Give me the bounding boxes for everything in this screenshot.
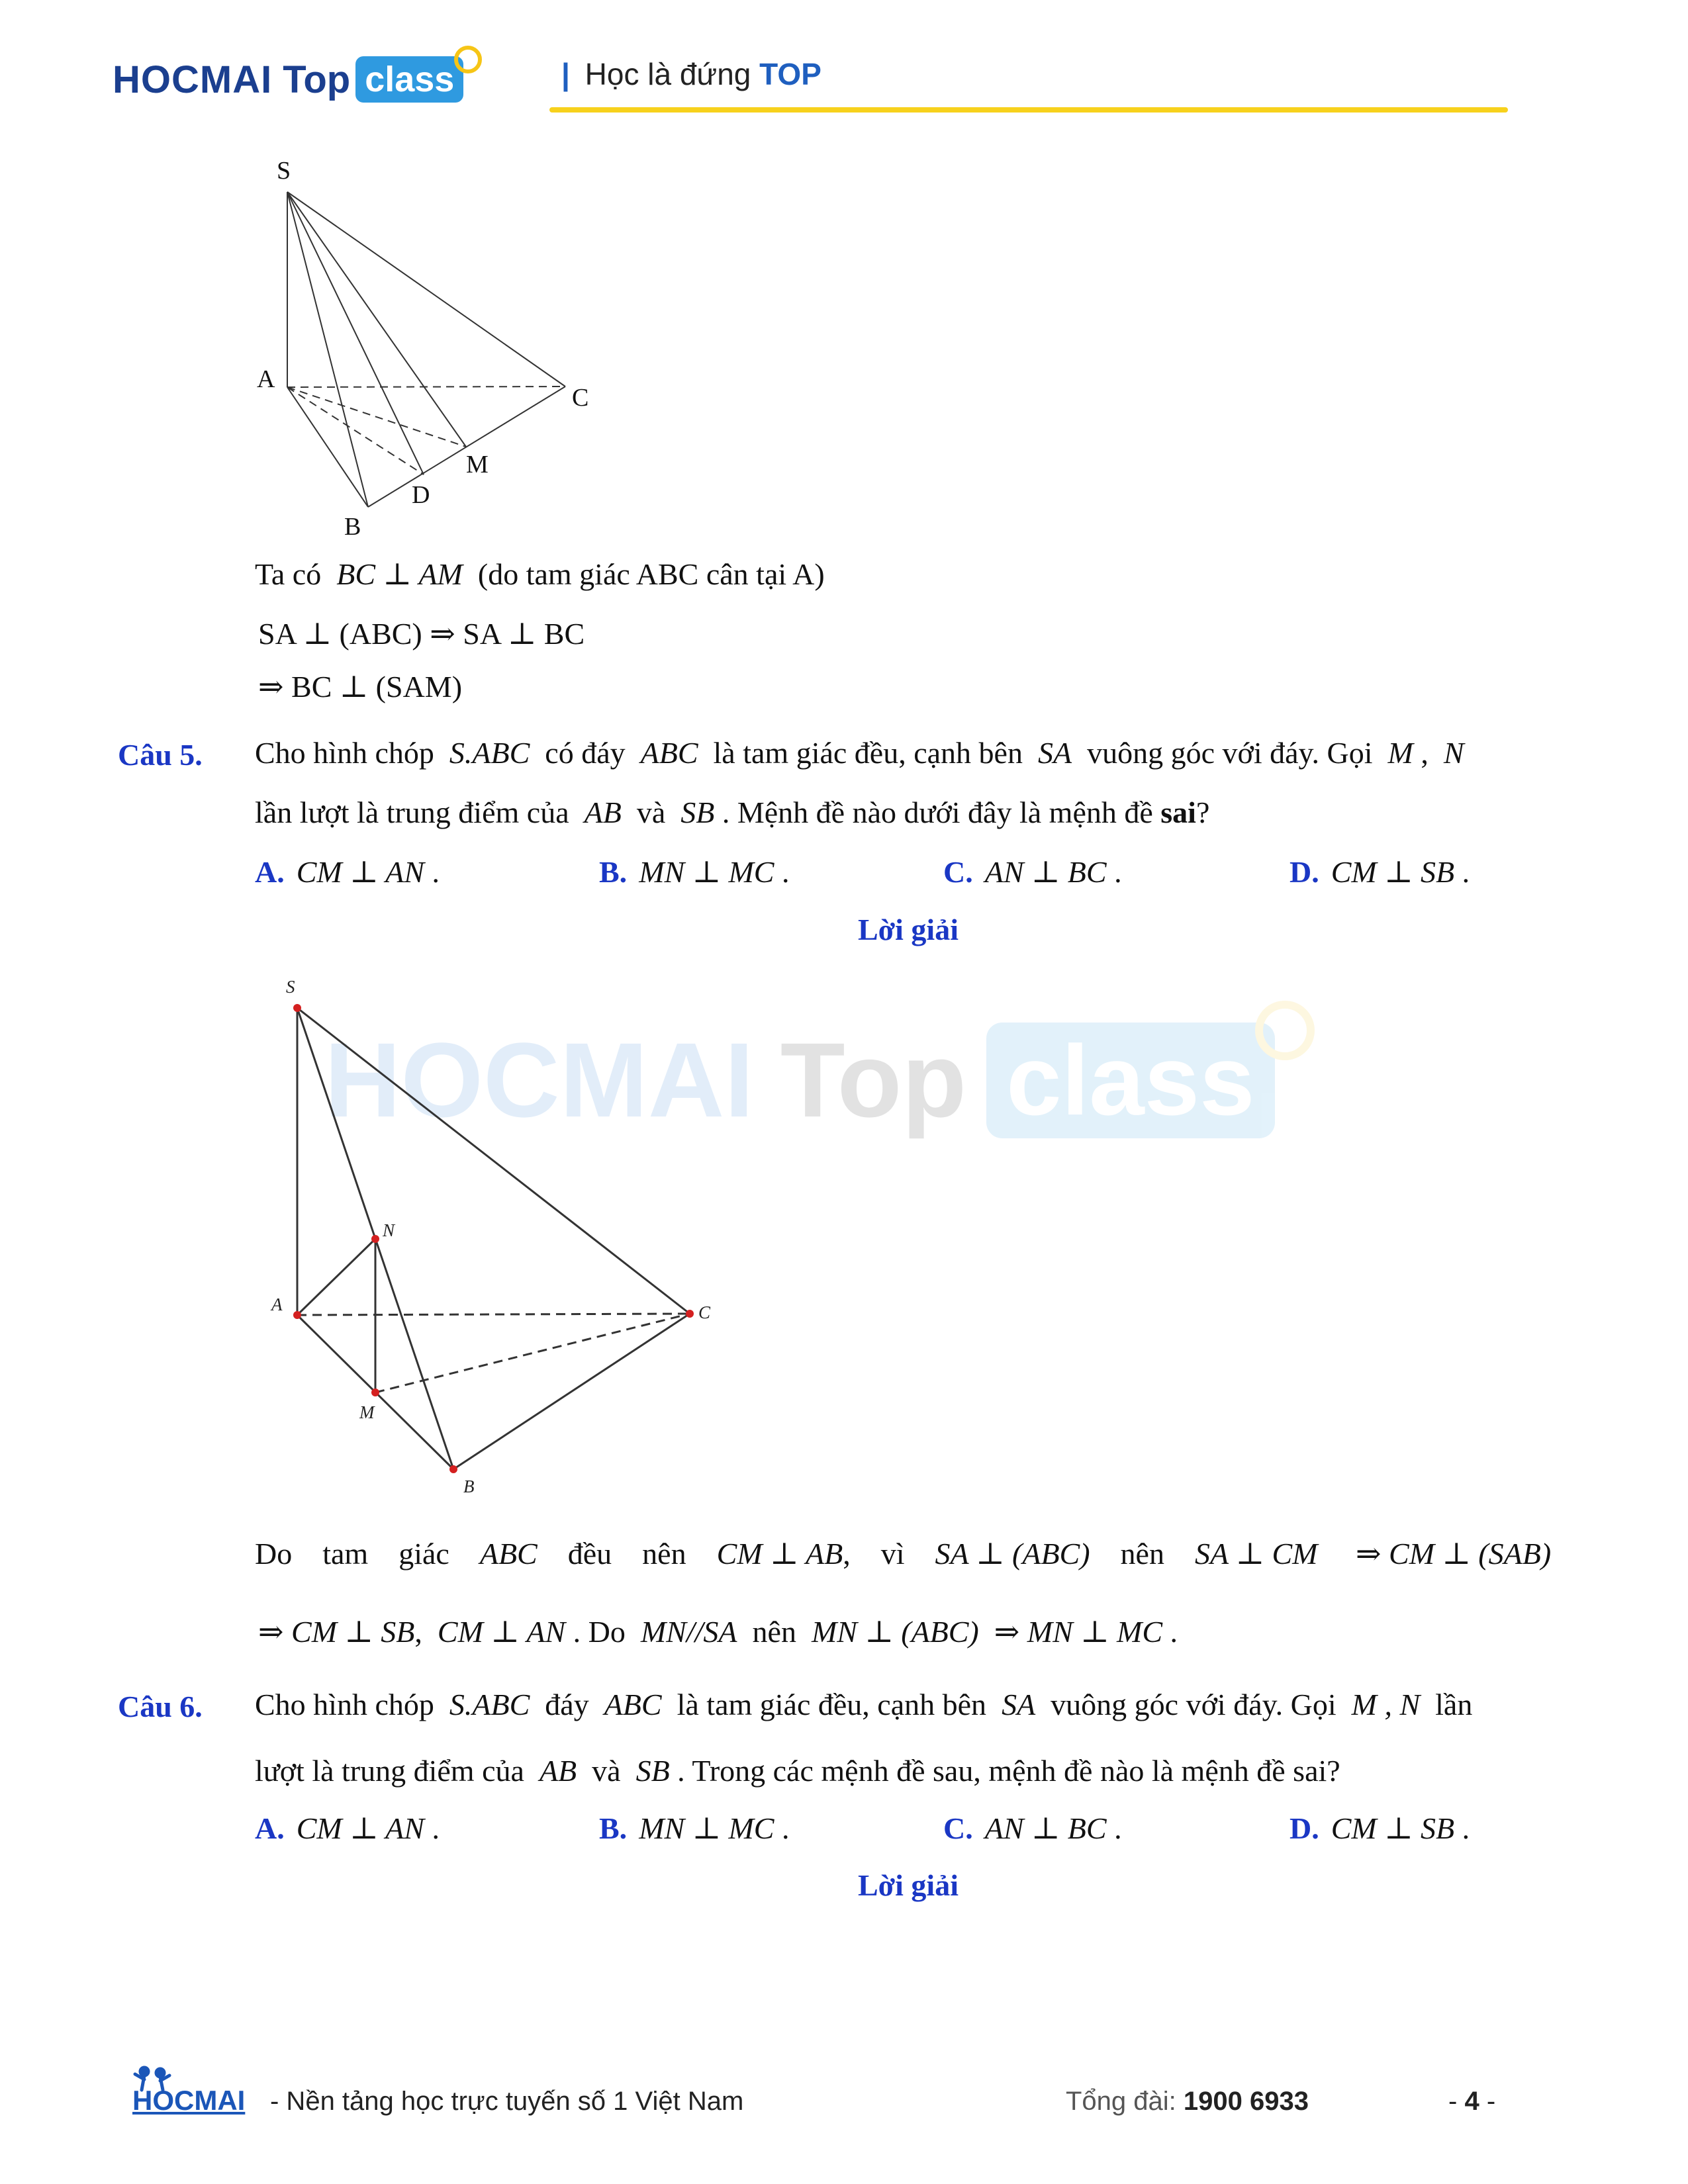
tagline-text: Học là đứng [585,57,751,91]
proof1-line1: Ta có BC ⊥ AM (do tam giác ABC cân tại A) [255,557,825,591]
edge-BC [453,1314,690,1469]
question-5-line2: lần lượt là trung điểm của AB và SB . Mệnh đề nào dưới đây là mệnh đề sai? [255,796,1210,829]
point-C [686,1310,694,1318]
q5-solution-heading: Lời giải [858,913,959,946]
label-B: B [344,513,361,541]
header-tagline [561,56,821,92]
label-S: S [286,977,295,997]
edge-AC-hidden [297,1314,690,1315]
hotline-number: 1900 6933 [1183,2087,1309,2116]
edge-MC-hidden [375,1314,690,1392]
edge-BC [368,387,565,507]
point-A [293,1311,301,1319]
point-S [293,1004,301,1012]
point-B [449,1465,457,1473]
pyramid-figure-1 [238,146,609,543]
header-divider [549,107,1508,113]
label-S: S [277,157,291,185]
point-M [371,1388,379,1396]
proof1-line3: ⇒ BC ⊥ (SAM) [258,670,463,704]
q6-option-d[interactable]: D. CM ⊥ SB . [1289,1811,1470,1845]
label-M: M [466,451,489,478]
logo-top: Top [283,58,351,101]
edge-SD [287,192,424,475]
q6-option-a[interactable]: A. CM ⊥ AN . [255,1811,440,1845]
edge-SC [287,192,565,387]
point-N [371,1235,379,1243]
page-number: - 4 - [1448,2087,1496,2116]
logo-class: class [355,56,463,103]
q6-option-c[interactable]: C. AN ⊥ BC . [943,1811,1122,1845]
label-C: C [698,1302,711,1322]
footer-hotline: Tổng đài: 1900 6933 [1066,2087,1309,2116]
q6-option-b[interactable]: B. MN ⊥ MC . [599,1811,790,1845]
pyramid-figure-2 [258,966,735,1496]
q5-option-c[interactable]: C. AN ⊥ BC . [943,855,1122,889]
label-A: A [257,365,275,393]
edge-AN [297,1239,375,1315]
proof1-line2: SA ⊥ (ABC) ⇒ SA ⊥ BC [258,617,585,651]
tagline-top: TOP [759,57,821,91]
label-D: D [412,481,430,509]
edge-AM-hidden [287,387,466,447]
label-A: A [271,1295,283,1314]
q6-solution-heading: Lời giải [858,1868,959,1902]
footer-tagline: - Nền tảng học trực tuyến số 1 Việt Nam [270,2087,744,2116]
question-6-label: Câu 6. [118,1690,203,1723]
label-M: M [359,1402,375,1422]
logo-hocmai: HOCMAI [113,58,273,101]
brand-logo [113,46,482,113]
question-6-line2: lượt là trung điểm của AB và SB . Trong các mệnh đề sau, mệnh đề nào là mệnh đề sai? [255,1754,1340,1788]
q5-option-a[interactable]: A. CM ⊥ AN . [255,855,440,889]
edge-SM [287,192,466,447]
footer-logo[interactable]: HOCMAI [132,2085,246,2116]
edge-SC [297,1008,690,1314]
question-5-label: Câu 5. [118,738,203,772]
question-6-line1: Cho hình chóp S.ABC đáy ABC là tam giác đều, cạnh bên SA vuông góc với đáy. Gọi M , N lần [255,1688,1473,1721]
proof2-line2: ⇒ CM ⊥ SB, CM ⊥ AN . Do MN//SA nên MN ⊥ (ABC) ⇒ MN ⊥ MC . [258,1615,1178,1649]
question-5-line1: Cho hình chóp S.ABC có đáy ABC là tam giác đều, cạnh bên SA vuông góc với đáy. Gọi M , N [255,736,1464,770]
watermark-star-icon [1255,1001,1315,1060]
label-B: B [463,1477,475,1496]
tagline-bar: | [561,57,570,91]
label-C: C [572,384,589,412]
edge-AB [287,387,368,507]
label-N: N [383,1220,395,1240]
q5-option-d[interactable]: D. CM ⊥ SB . [1289,855,1470,889]
watermark: HOCMAI Top class [324,1019,1315,1141]
logo-star-icon [454,46,482,73]
q5-option-b[interactable]: B. MN ⊥ MC . [599,855,790,889]
proof2-line1: Do tam giác ABC đều nên CM ⊥ AB, vì SA ⊥ (ABC) nên SA ⊥ CM ⇒ CM ⊥ (SAB) [255,1537,1552,1570]
